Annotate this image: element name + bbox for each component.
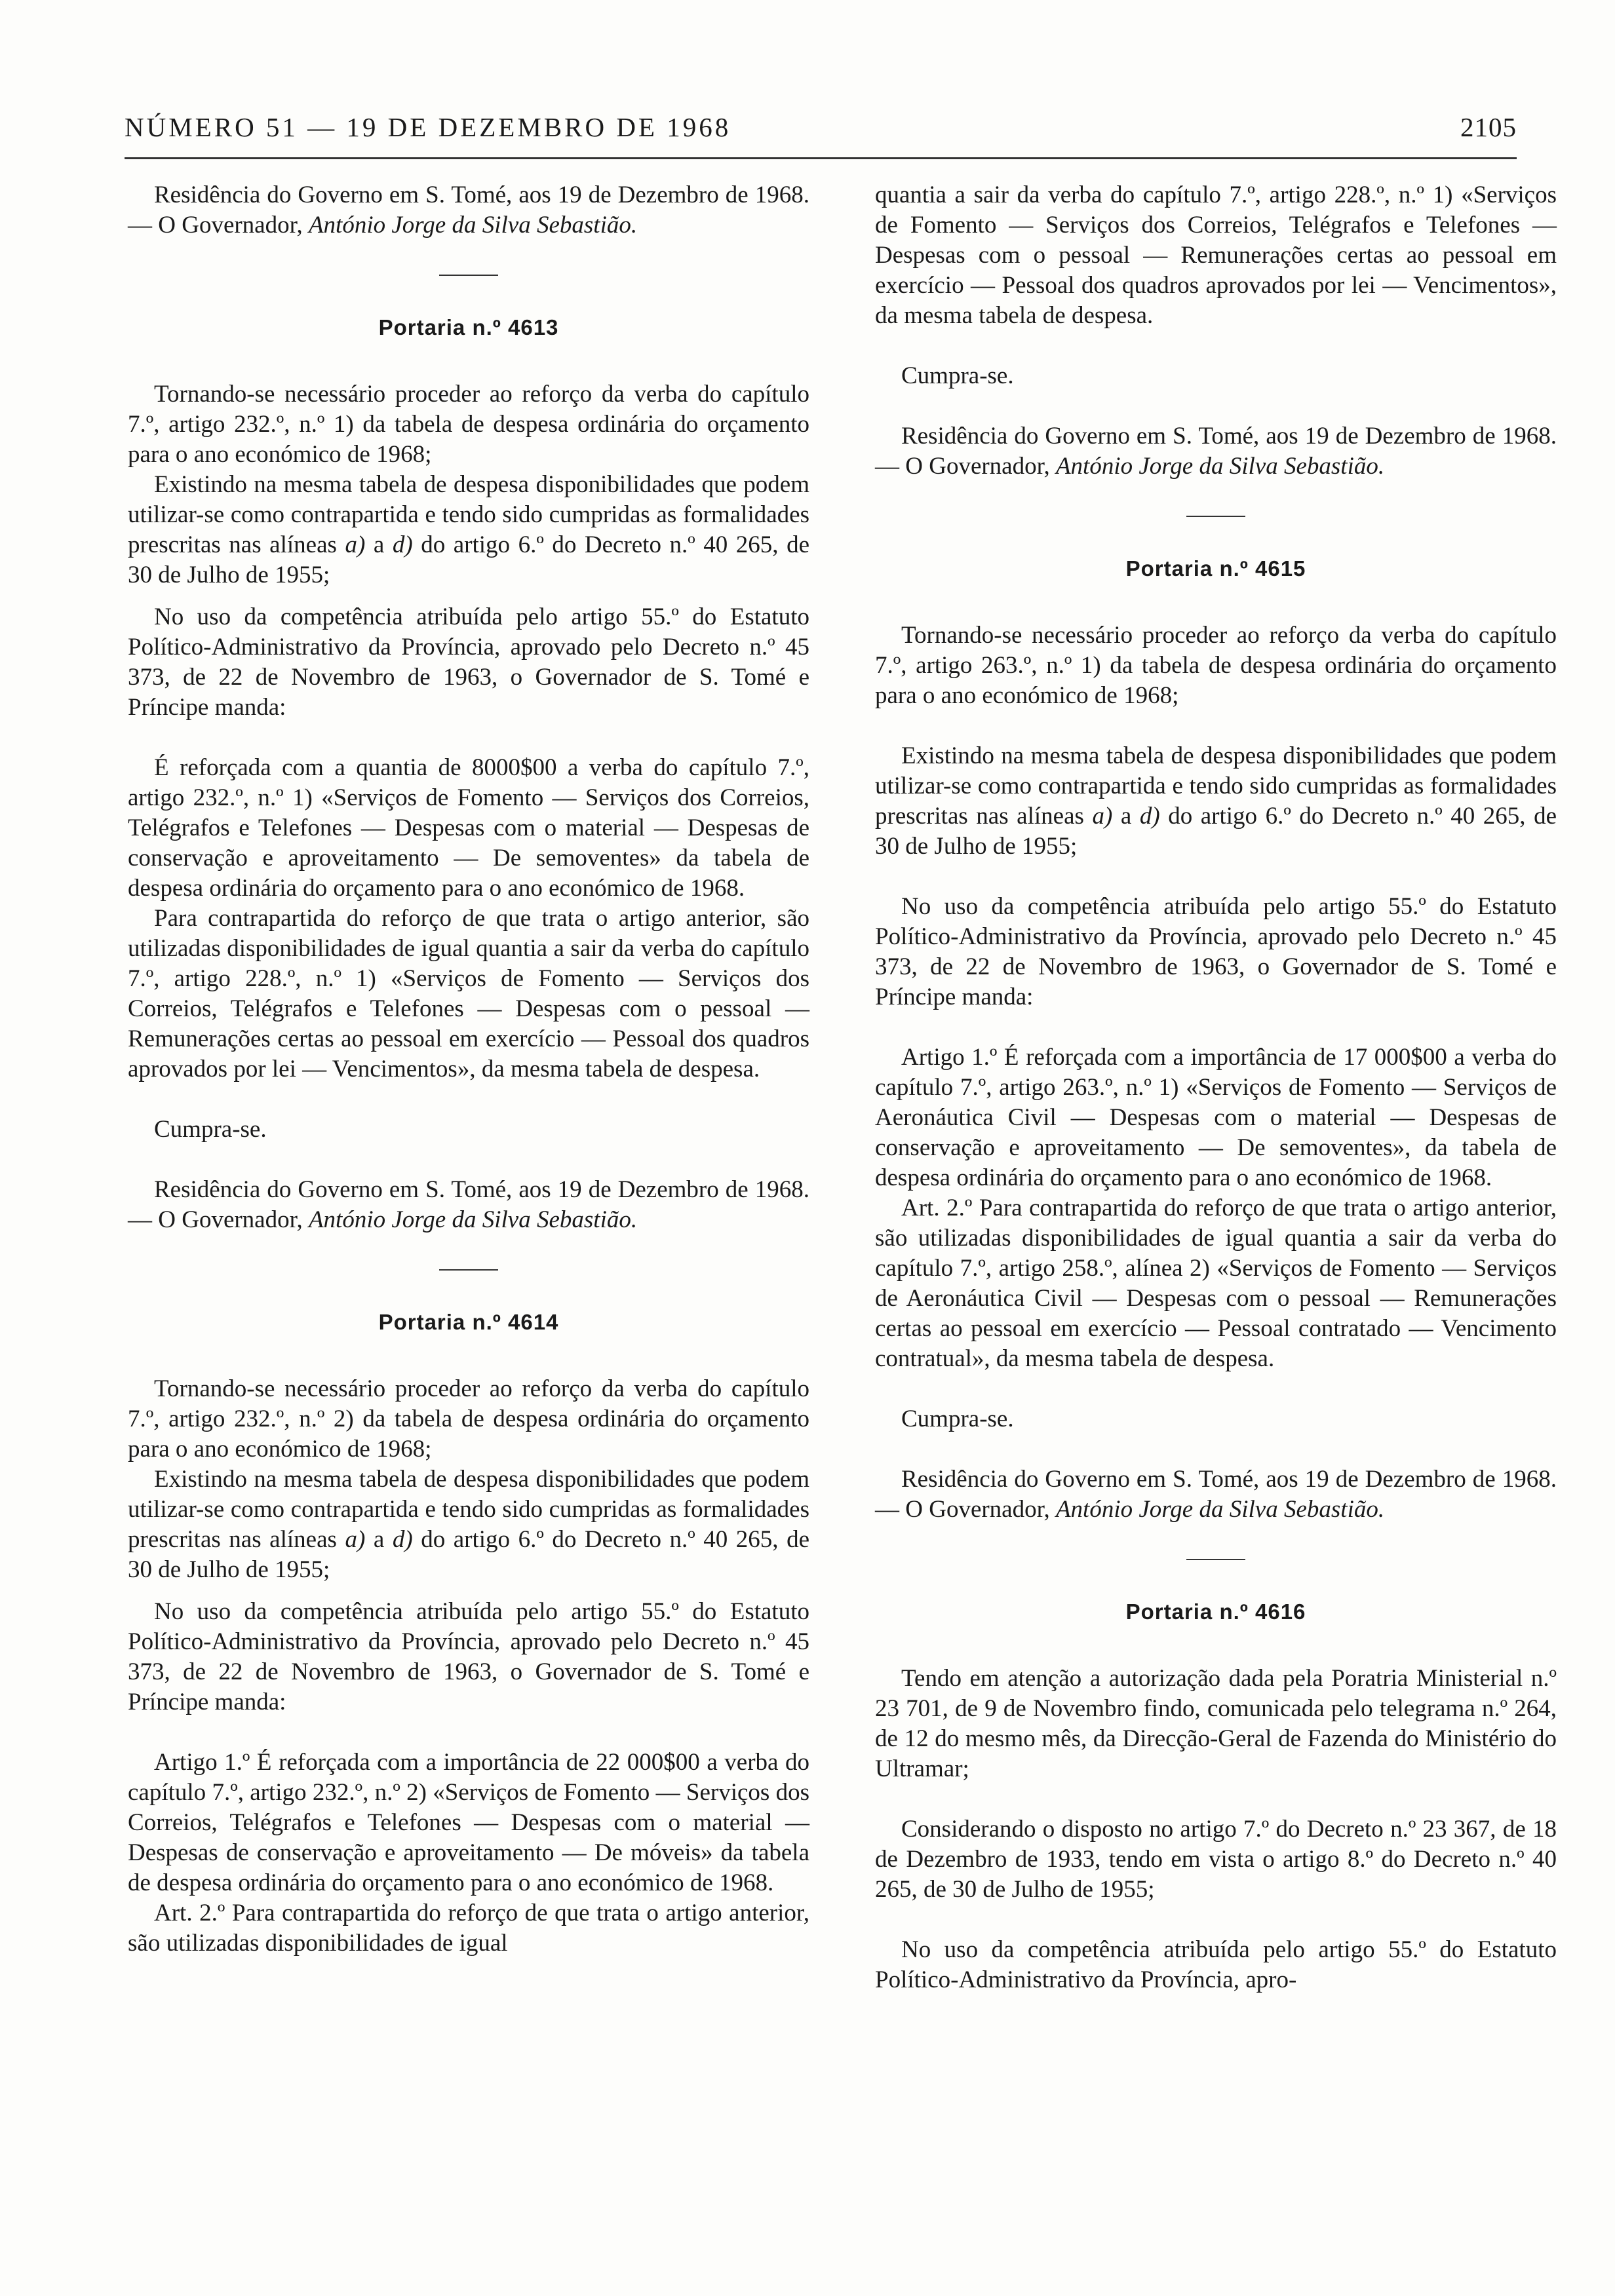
right-column bbox=[875, 180, 1557, 1995]
paragraph: Tornando-se necessário proceder ao reforço da verba do capítulo 7.º, artigo 263.º, n.º 1) da tabela de despesa ordinária do orçamento para o ano económico de 1968; bbox=[875, 622, 1557, 709]
governor-name: António Jorge da Silva Sebastião. bbox=[1055, 453, 1385, 480]
page-number: 2105 bbox=[1460, 112, 1517, 142]
paragraph-text: do artigo 6.º do Decreto n.º 40 265, de 30 de Julho de 1955; bbox=[128, 531, 810, 588]
section-separator bbox=[439, 275, 498, 276]
running-header bbox=[125, 111, 1517, 159]
portaria-title: Portaria n.º 4616 bbox=[1125, 1599, 1306, 1624]
left-column bbox=[128, 180, 809, 1959]
paragraph bbox=[875, 741, 1557, 862]
paragraph: Tornando-se necessário proceder ao reforço da verba do capítulo 7.º, artigo 232.º, n.º 2) da tabela de despesa ordinária do orçamento para o ano económico de 1968; bbox=[128, 1375, 809, 1463]
paragraph: Tendo em atenção a autorização dada pela Poratria Ministerial n.º 23 701, de 9 de Novembro findo, comunicada pelo telegrama n.º 264, de 12 do mesmo mês, da Direcção-Geral de Fazenda do Ministério do Ultramar; bbox=[875, 1665, 1557, 1782]
section-separator bbox=[439, 1269, 498, 1271]
paragraph: É reforçada com a quantia de 8000$00 a verba do capítulo 7.º, artigo 232.º, n.º 1) «Serviços de Fomento — Serviços dos Correios, Telégrafos e Telefones — Despesas com o material — Despesas de conservação e aproveitamento — De semoventes» da tabela de despesa ordinária do orçamento para o ano económico de 1968. bbox=[128, 754, 809, 902]
paragraph-text: a bbox=[373, 1526, 385, 1553]
cumpra-se: Cumpra-se. bbox=[901, 1406, 1014, 1432]
paragraph: No uso da competência atribuída pelo artigo 55.º do Estatuto Político-Administrativo da Província, aprovado pelo Decreto n.º 45 373, de 22 de Novembro de 1963, o Governador de S. Tomé e Príncipe manda: bbox=[875, 893, 1557, 1010]
paragraph: Tornando-se necessário proceder ao reforço da verba do capítulo 7.º, artigo 232.º, n.º 1) da tabela de despesa ordinária do orçamento para o ano económico de 1968; bbox=[128, 381, 809, 468]
alinea-a: a) bbox=[1092, 803, 1113, 830]
paragraph-text: Existindo na mesma tabela de despesa disponibilidades que podem utilizar-se como contrapartida e tendo sido cumpridas as formalidades prescritas nas alíneas bbox=[128, 471, 809, 558]
governor-name: António Jorge da Silva Sebastião. bbox=[308, 1206, 638, 1233]
paragraph: Art. 2.º Para contrapartida do reforço de que trata o artigo anterior, são utilizadas disponibilidades de igual bbox=[128, 1900, 809, 1957]
signature bbox=[875, 1464, 1557, 1525]
paragraph bbox=[128, 1464, 809, 1585]
paragraph: Artigo 1.º É reforçada com a importância de 17 000$00 a verba do capítulo 7.º, artigo 263.º, n.º 1) «Serviços de Fomento — Serviços de Aeronáutica Civil — Despesas com o material — Despesas de conservação e aproveitamento — De semoventes», da tabela de despesa ordinária do orçamento para o ano económico de 1968. bbox=[875, 1044, 1557, 1191]
section-separator bbox=[1186, 1559, 1245, 1560]
paragraph: Art. 2.º Para contrapartida do reforço de que trata o artigo anterior, são utilizadas disponibilidades de igual quantia a sair da verba do capítulo 7.º, artigo 258.º, alínea 2) «Serviços de Fomento — Serviços de Aeronáutica Civil — Despesas com o pessoal — Remunerações certas ao pessoal em exercício — Pessoal contratado — Vencimento contratual», da mesma tabela de despesa. bbox=[875, 1195, 1557, 1372]
section-separator bbox=[1186, 516, 1245, 517]
paragraph: No uso da competência atribuída pelo artigo 55.º do Estatuto Político-Administrativo da Província, aprovado pelo Decreto n.º 45 373, de 22 de Novembro de 1963, o Governador de S. Tomé e Príncipe manda: bbox=[128, 1598, 809, 1715]
alinea-d: d) bbox=[392, 531, 413, 558]
portaria-title: Portaria n.º 4614 bbox=[378, 1310, 559, 1334]
paragraph-text: do artigo 6.º do Decreto n.º 40 265, de 30 de Julho de 1955; bbox=[875, 803, 1557, 860]
signature-text: Residência do Governo em S. Tomé, aos 19 de Dezembro de 1968. — O Governador, bbox=[128, 182, 809, 239]
alinea-a: a) bbox=[345, 1526, 366, 1553]
paragraph: No uso da competência atribuída pelo artigo 55.º do Estatuto Político-Administrativo da Província, aprovado pelo Decreto n.º 45 373, de 22 de Novembro de 1963, o Governador de S. Tomé e Príncipe manda: bbox=[128, 603, 809, 721]
intro-signature bbox=[128, 180, 809, 240]
cumpra-se: Cumpra-se. bbox=[154, 1116, 267, 1143]
paragraph: Para contrapartida do reforço de que trata o artigo anterior, são utilizadas disponibilidades de igual quantia a sair da verba do capítulo 7.º, artigo 228.º, n.º 1) «Serviços de Fomento — Serviços dos Correios, Telégrafos e Telefones — Despesas com o pessoal — Remunerações certas ao pessoal em exercício — Pessoal dos quadros aprovados por lei — Vencimentos», da mesma tabela de despesa. bbox=[128, 905, 809, 1082]
portaria-4615 bbox=[875, 554, 1557, 1525]
cumpra-se: Cumpra-se. bbox=[901, 362, 1014, 389]
signature-text: Residência do Governo em S. Tomé, aos 19 de Dezembro de 1968. — O Governador, bbox=[875, 423, 1557, 480]
portaria-4616 bbox=[875, 1597, 1557, 1995]
portaria-title: Portaria n.º 4613 bbox=[378, 315, 559, 339]
issue-line: NÚMERO 51 — 19 DE DEZEMBRO DE 1968 bbox=[125, 112, 731, 142]
alinea-a: a) bbox=[345, 531, 366, 558]
paragraph-text: a bbox=[1120, 803, 1132, 830]
paragraph-text: a bbox=[373, 531, 385, 558]
signature-text: Residência do Governo em S. Tomé, aos 19 de Dezembro de 1968. — O Governador, bbox=[875, 1466, 1557, 1523]
signature bbox=[128, 1175, 809, 1235]
paragraph: quantia a sair da verba do capítulo 7.º, artigo 228.º, n.º 1) «Serviços de Fomento — Serviços dos Correios, Telégrafos e Telefones — Despesas com o pessoal — Remunerações certas ao pessoal em exercício — Pessoal dos quadros aprovados por lei — Vencimentos», da mesma tabela de despesa. bbox=[875, 182, 1557, 329]
paragraph: Considerando o disposto no artigo 7.º do Decreto n.º 23 367, de 18 de Dezembro de 1933, tendo em vista o artigo 8.º do Decreto n.º 40 265, de 30 de Julho de 1955; bbox=[875, 1816, 1557, 1903]
alinea-d: d) bbox=[392, 1526, 413, 1553]
paragraph-text: Existindo na mesma tabela de despesa disponibilidades que podem utilizar-se como contrapartida e tendo sido cumpridas as formalidades prescritas nas alíneas bbox=[875, 742, 1557, 830]
paragraph bbox=[128, 470, 809, 590]
portaria-title: Portaria n.º 4615 bbox=[1125, 556, 1306, 581]
portaria-4613 bbox=[128, 313, 809, 1235]
governor-name: António Jorge da Silva Sebastião. bbox=[1055, 1496, 1385, 1523]
portaria-4614 bbox=[128, 1307, 809, 1959]
paragraph-text: Existindo na mesma tabela de despesa disponibilidades que podem utilizar-se como contrapartida e tendo sido cumpridas as formalidades prescritas nas alíneas bbox=[128, 1466, 809, 1553]
paragraph-text: do artigo 6.º do Decreto n.º 40 265, de 30 de Julho de 1955; bbox=[128, 1526, 810, 1583]
alinea-d: d) bbox=[1139, 803, 1160, 830]
governor-name: António Jorge da Silva Sebastião. bbox=[308, 212, 638, 239]
signature bbox=[875, 421, 1557, 482]
paragraph: Artigo 1.º É reforçada com a importância de 22 000$00 a verba do capítulo 7.º, artigo 232.º, n.º 2) «Serviços de Fomento — Serviços dos Correios, Telégrafos e Telefones — Despesas com o material — Despesas de conservação e aproveitamento — De móveis» da tabela de despesa ordinária do orçamento para o ano económico de 1968. bbox=[128, 1749, 809, 1896]
paragraph: No uso da competência atribuída pelo artigo 55.º do Estatuto Político-Administrativo da Província, apro- bbox=[875, 1936, 1557, 1993]
portaria-4614-continued bbox=[875, 180, 1557, 482]
signature-text: Residência do Governo em S. Tomé, aos 19 de Dezembro de 1968. — O Governador, bbox=[128, 1176, 809, 1233]
